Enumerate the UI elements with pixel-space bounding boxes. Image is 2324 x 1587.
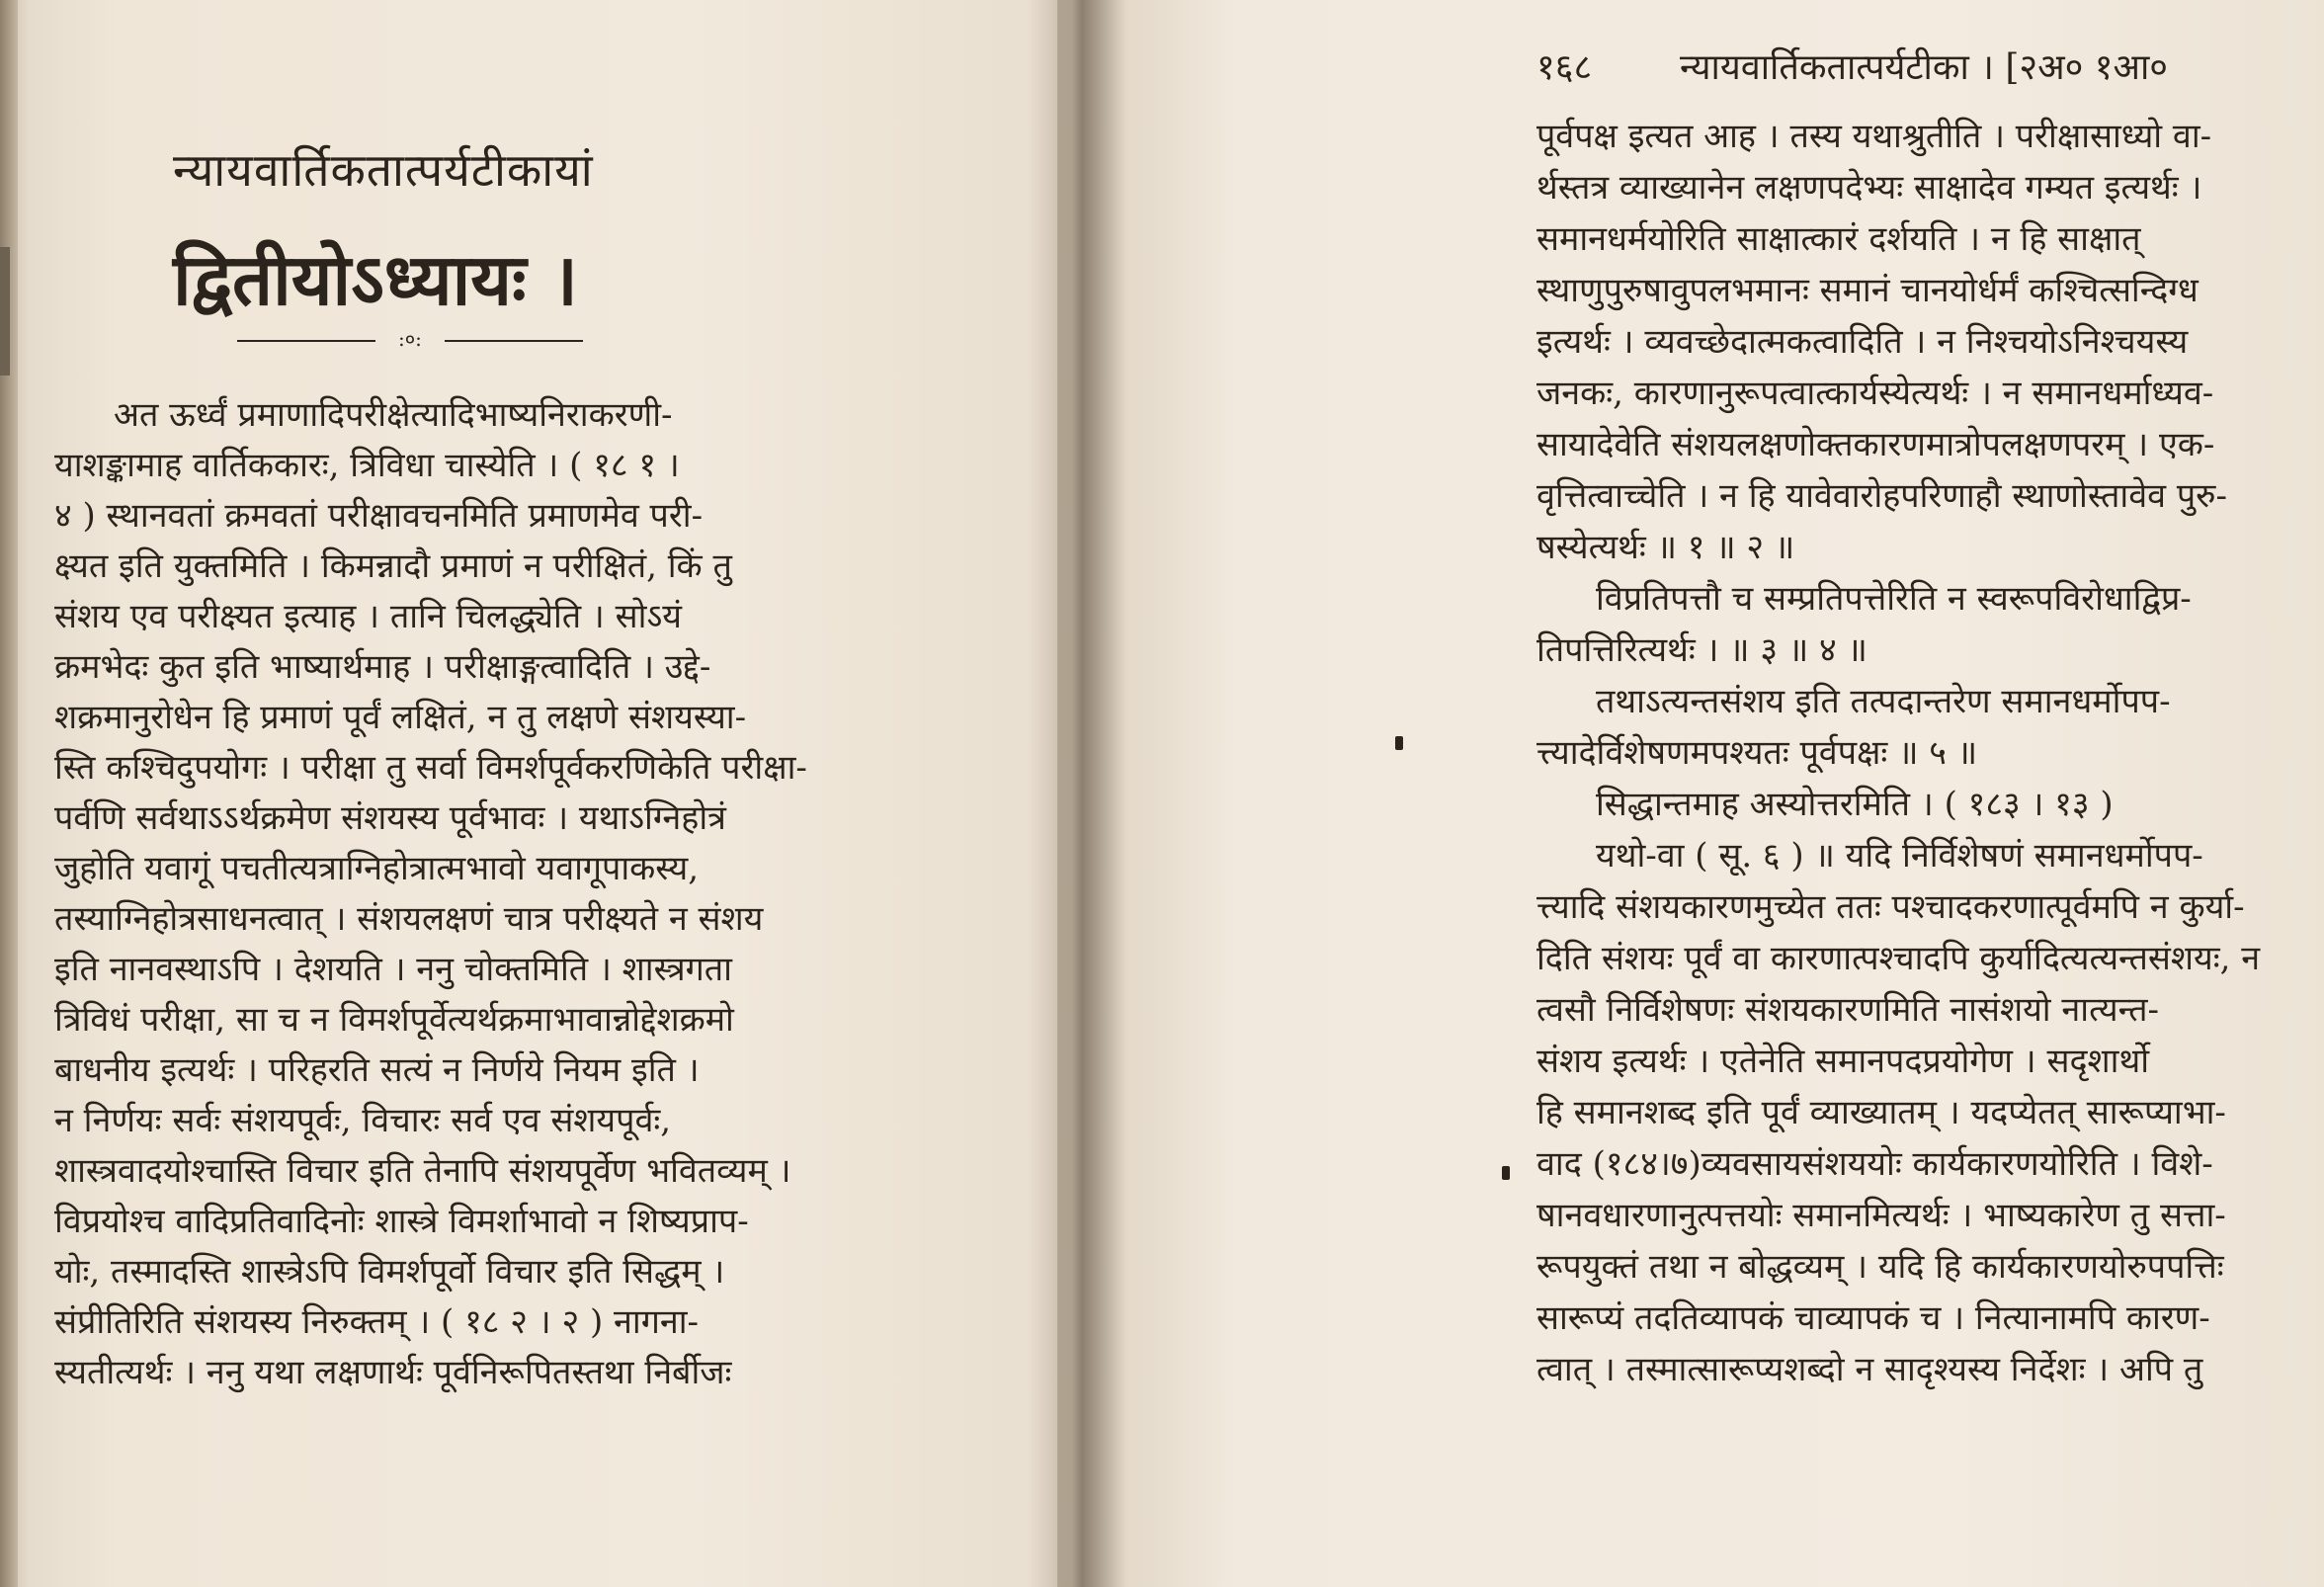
text-line: यथो-वा ( सू. ६ ) ॥ यदि निर्विशेषणं समानधर्मोपप-	[1596, 836, 2203, 876]
text-line: न निर्णयः सर्वः संशयपूर्वः, विचारः सर्व एव संशयपूर्वः,	[54, 1101, 672, 1140]
right-page-header	[1536, 42, 2297, 91]
ornament-center: :०:	[398, 327, 422, 351]
text-line: समानधर्मयोरिति साक्षात्कारं दर्शयति । न हि साक्षात्	[1536, 219, 2141, 259]
text-line: याशङ्कामाह वार्तिककारः, त्रिविधा चास्येति । ( १८ १ ।	[54, 446, 680, 485]
right-page-body	[1536, 111, 2287, 1395]
text-line: वाद (१८४।७)व्यवसायसंशययोः कार्यकारणयोरिति । विशे-	[1536, 1144, 2213, 1184]
text-line: षस्येत्यर्थः ॥ १ ॥ २ ॥	[1536, 528, 1795, 567]
text-line: विप्रयोश्च वादिप्रतिवादिनोः शास्त्रे विमर्शाभावो न शिष्यप्राप-	[54, 1202, 749, 1241]
text-line: शक्रमानुरोधेन हि प्रमाणं पूर्वं लक्षितं, न तु लक्षणे संशयस्या-	[54, 698, 747, 737]
text-line: ४ ) स्थानवतां क्रमवतां परीक्षावचनमिति प्रमाणमेव परी-	[54, 496, 704, 536]
text-line: संशय इत्यर्थः । एतेनेति समानपदप्रयोगेण । सदृशार्थो	[1536, 1042, 2149, 1081]
ornament-rule-left	[237, 340, 375, 342]
text-line: तिपत्तिरित्यर्थः । ॥ ३ ॥ ४ ॥	[1536, 630, 1868, 670]
text-line: दिति संशयः पूर्वं वा कारणात्पश्चादपि कुर्यादित्यत्यन्तसंशयः, न	[1536, 939, 2261, 978]
page-edge	[0, 0, 18, 1587]
text-line: इति नानवस्थाऽपि । देशयति । ननु चोक्तमिति । शास्त्रगता	[54, 950, 732, 989]
page-number: १६८	[1536, 47, 1593, 88]
margin-mark	[1502, 1166, 1510, 1180]
text-line: हि समानशब्द इति पूर्वं व्याख्यातम् । यदप्येतत् सारूप्याभा-	[1536, 1093, 2226, 1132]
text-line: तथाऽत्यन्तसंशय इति तत्पदान्तरेण समानधर्मोपप-	[1596, 682, 2171, 721]
text-line: स्थाणुपुरुषावुपलभमानः समानं चानयोर्धर्मं कश्चित्सन्दिग्ध	[1536, 271, 2199, 310]
text-line: र्थस्तत्र व्याख्यानेन लक्षणपदेभ्यः साक्षादेव गम्यत इत्यर्थः ।	[1536, 168, 2202, 208]
chapter-heading: द्वितीयोऽध्यायः ।	[173, 237, 578, 321]
text-line: त्वात् । तस्मात्सारूप्यशब्दो न सादृश्यस्य निर्देशः । अपि तु	[1536, 1350, 2203, 1389]
text-line: क्रमभेदः कुत इति भाष्यार्थमाह । परीक्षाङ्गत्वादिति । उद्दे-	[54, 647, 711, 687]
text-line: संशय एव परीक्ष्यत इत्याह । तानि चिलद्ध्येति । सोऽयं	[54, 597, 683, 636]
text-line: जुहोति यवागूं पचतीत्यत्राग्निहोत्रात्मभावो यवागूपाकस्य,	[54, 849, 700, 888]
text-line: सारूप्यं तदतिव्यापकं चाव्यापकं च । नित्यानामपि कारण-	[1536, 1298, 2210, 1338]
left-page-body	[54, 390, 1082, 1398]
margin-mark	[1395, 736, 1403, 750]
text-line: पर्वणि सर्वथाऽऽर्थक्रमेण संशयस्य पूर्वभावः । यथाऽग्निहोत्रं	[54, 798, 726, 838]
text-line: इत्यर्थः । व्यवच्छेदात्मकत्वादिति । न निश्चयोऽनिश्चयस्य	[1536, 322, 2189, 362]
text-line: तस्याग्निहोत्रसाधनत्वात् । संशयलक्षणं चात्र परीक्ष्यते न संशय	[54, 899, 764, 939]
text-line: योः, तस्मादस्ति शास्त्रेऽपि विमर्शपूर्वो विचार इति सिद्धम् ।	[54, 1252, 725, 1292]
text-line: अत ऊर्ध्वं प्रमाणादिपरीक्षेत्यादिभाष्यनिराकरणी-	[114, 395, 673, 435]
text-line: स्यतीत्यर्थः । ननु यथा लक्षणार्थः पूर्वनिरूपितस्तथा निर्बीजः	[54, 1353, 732, 1392]
text-line: विप्रतिपत्तौ च सम्प्रतिपत्तेरिति न स्वरूपविरोधाद्विप्र-	[1596, 579, 2192, 619]
running-head: न्यायवार्तिकतात्पर्यटीका । [२अ० १आ०	[1680, 47, 2168, 88]
text-line: सायादेवेति संशयलक्षणोक्तकारणमात्रोपलक्षणपरम् । एक-	[1536, 425, 2215, 464]
text-line: क्ष्यत इति युक्तमिति । किमन्नादौ प्रमाणं न परीक्षितं, किं तु	[54, 546, 732, 586]
text-line: त्त्यादेर्विशेषणमपश्यतः पूर्वपक्षः ॥ ५ ॥	[1536, 733, 1978, 773]
text-line: स्ति कश्चिदुपयोगः । परीक्षा तु सर्वा विमर्शपूर्वकरणिकेति परीक्षा-	[54, 748, 807, 788]
text-line: त्त्यादि संशयकारणमुच्येत ततः पश्चादकरणात्पूर्वमपि न कुर्या-	[1536, 887, 2245, 927]
text-line: जनकः, कारणानुरूपत्वात्कार्यस्येत्यर्थः । न समानधर्माध्यव-	[1536, 374, 2214, 413]
text-line: त्रिविधं परीक्षा, सा च न विमर्शपूर्वेत्यर्थक्रमाभावान्नोद्देशक्रमो	[54, 1000, 734, 1040]
text-line: सिद्धान्तमाह अस्योत्तरमिति । ( १८३ । १३ )	[1596, 785, 2114, 824]
left-page-title: न्यायवार्तिकतात्पर्यटीकायां	[173, 143, 594, 197]
text-line: बाधनीय इत्यर्थः । परिहरति सत्यं न निर्णये नियम इति ।	[54, 1050, 700, 1090]
ornament-rule-right	[445, 340, 583, 342]
text-line: संप्रीतिरिति संशयस्य निरुक्तम् । ( १८ २ । २ ) नागना-	[54, 1302, 700, 1342]
text-line: षानवधारणानुत्पत्तयोः समानमित्यर्थः । भाष्यकारेण तु सत्ता-	[1536, 1196, 2226, 1235]
bookmark-tab	[0, 247, 10, 376]
text-line: पूर्वपक्ष इत्यत आह । तस्य यथाश्रुतीति । परीक्षासाध्यो वा-	[1536, 117, 2212, 156]
text-line: रूपयुक्तं तथा न बोद्धव्यम् । यदि हि कार्यकारणयोरुपपत्तिः	[1536, 1247, 2224, 1287]
text-line: त्वसौ निर्विशेषणः संशयकारणमिति नासंशयो नात्यन्त-	[1536, 990, 2159, 1030]
text-line: वृत्तित्वाच्चेति । न हि यावेवारोहपरिणाहौ स्थाणोस्तावेव पुरु-	[1536, 476, 2227, 516]
text-line: शास्त्रवादयोश्चास्ति विचार इति तेनापि संशयपूर्वेण भवितव्यम् ।	[54, 1151, 791, 1191]
ornament-divider	[237, 327, 583, 351]
